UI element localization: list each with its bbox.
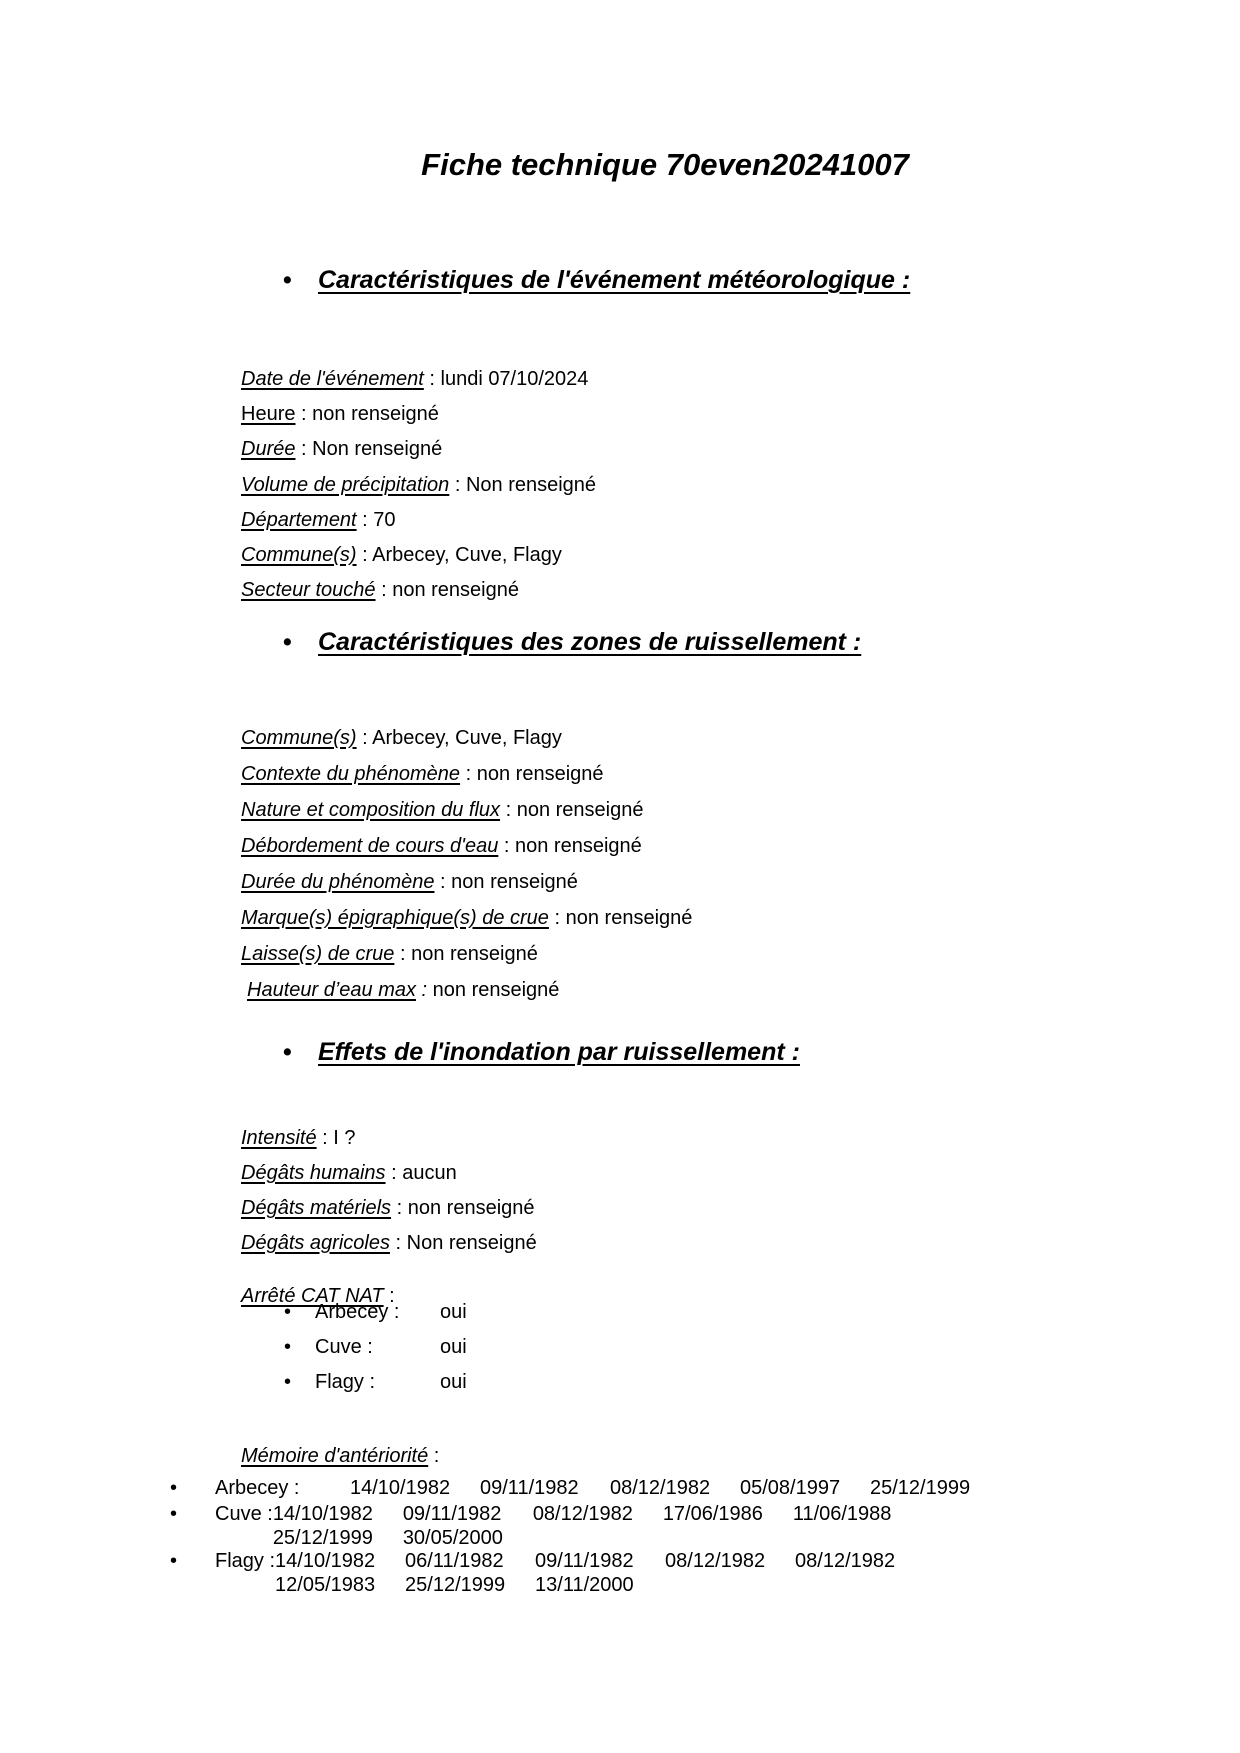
bullet-icon: • [170, 1550, 178, 1572]
field-label: Département [241, 509, 357, 531]
field-row [241, 543, 562, 567]
field-value: non renseigné [476, 763, 604, 785]
section-heading-effets [283, 1038, 800, 1067]
memoire-date: 08/12/1982 [610, 1477, 711, 1499]
memoire-date: 09/11/1982 [402, 1503, 502, 1525]
field-value: 70 [373, 509, 396, 531]
catnat-entry [284, 1301, 467, 1324]
bullet-icon: • [283, 266, 292, 294]
field-label: Commune(s) [241, 727, 357, 749]
separator: : [356, 544, 373, 566]
memoire-row [170, 1549, 930, 1597]
separator: : [295, 438, 313, 460]
field-label: Durée [241, 438, 296, 460]
field-label: Commune(s) [241, 544, 357, 566]
separator: : [385, 1162, 403, 1184]
field-value: non renseigné [411, 943, 538, 965]
memoire-date: 11/06/1988 [792, 1503, 892, 1525]
memoire-dates [350, 1476, 1005, 1500]
memoire-date: 08/12/1982 [665, 1550, 766, 1572]
field-row [241, 1161, 457, 1185]
field-label: Nature et composition du flux [241, 799, 501, 821]
memoire-date: 17/06/1986 [662, 1503, 763, 1525]
field-label: Hauteur d’eau max [247, 979, 416, 1001]
memoire-commune: Arbecey : [215, 1477, 300, 1499]
memoire-date: 30/05/2000 [402, 1527, 503, 1549]
field-row [241, 726, 562, 750]
separator: : [389, 1232, 407, 1254]
memoire-commune: Cuve : [215, 1503, 273, 1525]
field-value: non renseigné [407, 1197, 535, 1219]
field-row [241, 367, 588, 391]
field-value: non renseigné [515, 835, 642, 857]
field-value: non renseigné [312, 403, 439, 425]
field-label: Intensité [241, 1127, 317, 1149]
separator: : [295, 403, 313, 425]
memoire-date: 25/12/1999 [870, 1477, 971, 1499]
field-row [241, 1231, 537, 1255]
separator: : [415, 979, 433, 1001]
field-row [241, 508, 396, 532]
field-label: Date de l'événement [241, 368, 424, 390]
separator: : [356, 509, 374, 531]
section-heading-meteo [283, 266, 910, 295]
field-value: non renseigné [451, 871, 578, 893]
field-value: Non renseigné [312, 438, 443, 460]
field-row [241, 402, 439, 426]
bullet-icon: • [284, 1336, 292, 1358]
field-value: non renseigné [565, 907, 693, 929]
bullet-icon: • [284, 1371, 292, 1393]
separator: : [548, 907, 566, 929]
field-label: Secteur touché [241, 579, 376, 601]
memoire-date: 09/11/1982 [480, 1477, 579, 1499]
separator: : [434, 871, 452, 893]
field-value: lundi 07/10/2024 [440, 368, 589, 390]
separator: : [316, 1127, 334, 1149]
field-value: Arbecey, Cuve, Flagy [372, 544, 562, 566]
separator: : [428, 1445, 440, 1467]
field-value: non renseigné [392, 579, 519, 601]
field-value: Non renseigné [465, 474, 597, 496]
field-value: I ? [333, 1127, 356, 1149]
field-row [241, 978, 559, 1002]
separator: : [356, 727, 373, 749]
memoire-date: 08/12/1982 [795, 1550, 896, 1572]
field-label: Dégâts matériels [241, 1197, 392, 1219]
field-value: non renseigné [432, 979, 560, 1001]
bullet-icon: • [283, 628, 292, 656]
field-label: Dégâts humains [241, 1162, 386, 1184]
field-value: Non renseigné [406, 1232, 537, 1254]
separator: : [498, 835, 515, 857]
field-row [241, 473, 596, 497]
field-row [241, 1196, 535, 1220]
field-row [241, 798, 643, 822]
separator: : [500, 799, 517, 821]
memoire-label-row [241, 1444, 439, 1468]
catnat-status: oui [440, 1371, 467, 1393]
field-row [241, 942, 538, 966]
bullet-icon: • [170, 1477, 178, 1499]
memoire-date: 14/10/1982 [350, 1477, 451, 1499]
memoire-date: 08/12/1982 [532, 1503, 633, 1525]
field-label: Durée du phénomène [241, 871, 435, 893]
separator: : [391, 1197, 408, 1219]
field-value: Arbecey, Cuve, Flagy [372, 727, 562, 749]
document-title: Fiche technique 70even20241007 [421, 147, 909, 182]
memoire-date: 14/10/1982 [272, 1503, 373, 1525]
field-label: Contexte du phénomène [241, 763, 461, 785]
section-heading-zones [283, 628, 861, 657]
memoire-dates [275, 1549, 930, 1597]
memoire-dates [273, 1502, 928, 1550]
section-heading-text: Effets de l'inondation par ruissellement : [318, 1038, 800, 1066]
field-label: Dégâts agricoles [241, 1232, 390, 1254]
field-label: Marque(s) épigraphique(s) de crue [241, 907, 549, 929]
separator: : [460, 763, 477, 785]
field-row [241, 1126, 356, 1150]
field-row [241, 437, 442, 461]
field-label: Volume de précipitation [241, 474, 450, 496]
field-label: Arrêté CAT NAT [241, 1285, 384, 1307]
memoire-date: 14/10/1982 [275, 1550, 376, 1572]
memoire-row [170, 1476, 1005, 1500]
separator: : [423, 368, 441, 390]
field-row [241, 578, 519, 602]
catnat-commune: Arbecey : [315, 1301, 400, 1323]
bullet-icon: • [170, 1503, 178, 1525]
field-row [241, 906, 692, 930]
bullet-icon: • [283, 1038, 292, 1066]
field-value: non renseigné [516, 799, 644, 821]
bullet-icon: • [284, 1301, 292, 1323]
separator: : [449, 474, 466, 496]
memoire-date: 25/12/1999 [405, 1574, 506, 1596]
field-label: Débordement de cours d'eau [241, 835, 499, 857]
memoire-date: 06/11/1982 [405, 1550, 504, 1572]
memoire-row [170, 1502, 928, 1550]
field-row [241, 834, 642, 858]
memoire-date: 13/11/2000 [535, 1574, 634, 1596]
memoire-commune: Flagy : [215, 1550, 276, 1572]
catnat-status: oui [440, 1336, 467, 1358]
field-label: Laisse(s) de crue [241, 943, 395, 965]
memoire-date: 12/05/1983 [275, 1574, 376, 1596]
catnat-entry [284, 1336, 467, 1359]
field-label: Heure [241, 403, 296, 425]
catnat-commune: Cuve : [315, 1336, 373, 1358]
section-heading-text: Caractéristiques des zones de ruissellement : [318, 628, 862, 656]
field-value: aucun [402, 1162, 457, 1184]
separator: : [394, 943, 412, 965]
catnat-entry [284, 1371, 467, 1394]
separator: : [383, 1285, 395, 1307]
field-row [241, 870, 578, 894]
memoire-date: 05/08/1997 [740, 1477, 841, 1499]
section-heading-text: Caractéristiques de l'événement météorologique : [318, 266, 911, 294]
memoire-date: 09/11/1982 [535, 1550, 634, 1572]
field-label: Mémoire d'antériorité [241, 1445, 429, 1467]
memoire-date: 25/12/1999 [272, 1527, 373, 1549]
catnat-commune: Flagy : [315, 1371, 376, 1393]
separator: : [375, 579, 393, 601]
catnat-status: oui [440, 1301, 467, 1323]
field-row [241, 762, 604, 786]
